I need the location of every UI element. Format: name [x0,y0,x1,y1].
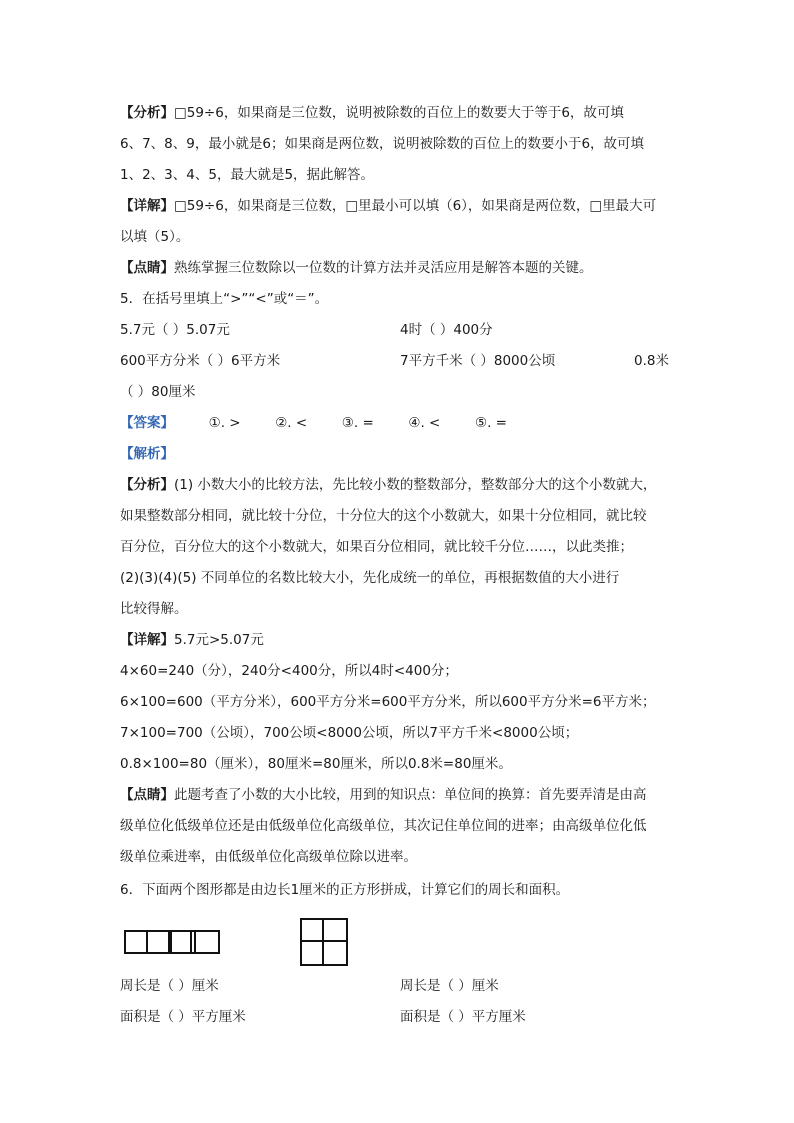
comment-tag: 【点睛】 [120,260,174,276]
q5-title: 5．在括号里填上“>”“<”或“＝”。 [120,291,329,307]
analysis-line-3: 1、2、3、4、5，最大就是5，据此解答。 [120,167,375,183]
q5-item-2: 4时（ ）400分 [400,322,493,338]
square-cell [300,940,324,966]
answer-4: ④. < [408,415,441,431]
square-cell [322,918,348,942]
q5-comment-tag: 【点睛】 [120,787,174,803]
area-right: 面积是（ ）平方厘米 [400,1009,526,1025]
q5-item-4: 7平方千米（ ）8000公顷 [400,353,556,369]
q5-analysis-line-3: 百分位，百分位大的这个小数就大，如果百分位相同，就比较千分位……，以此类推； [120,539,633,555]
q5-analysis-line-1 [120,475,656,495]
answer-2: ②. < [275,415,308,431]
q5-detail-line-5: 0.8×100=80（厘米），80厘米=80厘米，所以0.8米=80厘米。 [120,756,512,772]
q5-analysis-tag: 【分析】 [120,477,174,493]
analysis-tag: 【分析】 [120,105,174,121]
answer-tag: 【答案】 [120,415,174,431]
comment-text: 熟练掌握三位数除以一位数的计算方法并灵活应用是解答本题的关键。 [174,260,593,276]
analysis-line-1 [120,103,624,123]
jiexi-tag: 【解析】 [120,446,174,462]
detail-line-1 [120,196,656,216]
shape-2x2-square [300,918,348,966]
q5-detail-text: 5.7元>5.07元 [174,632,264,648]
q5-analysis-line-4: (2)(3)(4)(5) 不同单位的名数比较大小，先化成统一的单位，再根据数值的大小进行 [120,570,620,586]
square-cell [190,930,220,954]
q5-item-3: 600平方分米（ ）6平方米 [120,353,281,369]
analysis-line-2: 6、7、8、9，最小就是6；如果商是两位数，说明被除数的百位上的数要小于6，故可填 [120,136,645,152]
q5-analysis-line-5: 比较得解。 [120,601,188,617]
perimeter-right: 周长是（ ）厘米 [400,978,499,994]
comment-line [120,258,593,278]
shape-1x4-rectangle [124,930,220,954]
answer-5: ⑤. = [474,415,507,431]
answer-1: ①. > [208,415,241,431]
square-cell [300,918,324,942]
square-cell [322,940,348,966]
q5-item-5-end: （ ）80厘米 [120,384,196,400]
answer-3: ③. = [341,415,374,431]
perimeter-left: 周长是（ ）厘米 [120,978,219,994]
q5-comment-line-3: 级单位乘进率，由低级单位化高级单位除以进率。 [120,849,417,865]
q5-answer-row [120,413,507,433]
q5-item-1: 5.7元（ ）5.07元 [120,322,230,338]
detail-tag: 【详解】 [120,198,174,214]
analysis-text: □59÷6，如果商是三位数，说明被除数的百位上的数要大于等于6，故可填 [174,105,624,121]
q5-analysis-text: (1) 小数大小的比较方法，先比较小数的整数部分，整数部分大的这个小数就大， [174,477,657,493]
detail-text: □59÷6，如果商是三位数，□里最小可以填（6），如果商是两位数，□里最大可 [174,198,657,214]
detail-line-2: 以填（5）。 [120,229,190,245]
q5-item-5-start: 0.8米 [634,353,669,369]
square-cell [124,930,148,954]
area-left: 面积是（ ）平方厘米 [120,1009,246,1025]
q6-title: 6．下面两个图形都是由边长1厘米的正方形拼成，计算它们的周长和面积。 [120,882,570,898]
q5-detail-line-4: 7×100=700（公顷），700公顷<8000公顷，所以7平方千米<8000公顷； [120,725,579,741]
q5-detail-line-3: 6×100=600（平方分米），600平方分米=600平方分米，所以600平方分米=6平方米； [120,694,656,710]
q5-detail-tag: 【详解】 [120,632,174,648]
q5-comment-line-2: 级单位化低级单位还是由低级单位化高级单位，其次记住单位间的进率；由高级单位化低 [120,818,647,834]
q5-detail-line-1 [120,630,264,650]
q5-analysis-line-2: 如果整数部分相同，就比较十分位，十分位大的这个小数就大，如果十分位相同，就比较 [120,508,647,524]
q5-detail-line-2: 4×60=240（分），240分<400分，所以4时<400分； [120,663,458,679]
q5-comment-line-1 [120,785,647,805]
q5-comment-text: 此题考查了小数的大小比较，用到的知识点：单位间的换算：首先要弄清是由高 [174,787,647,803]
